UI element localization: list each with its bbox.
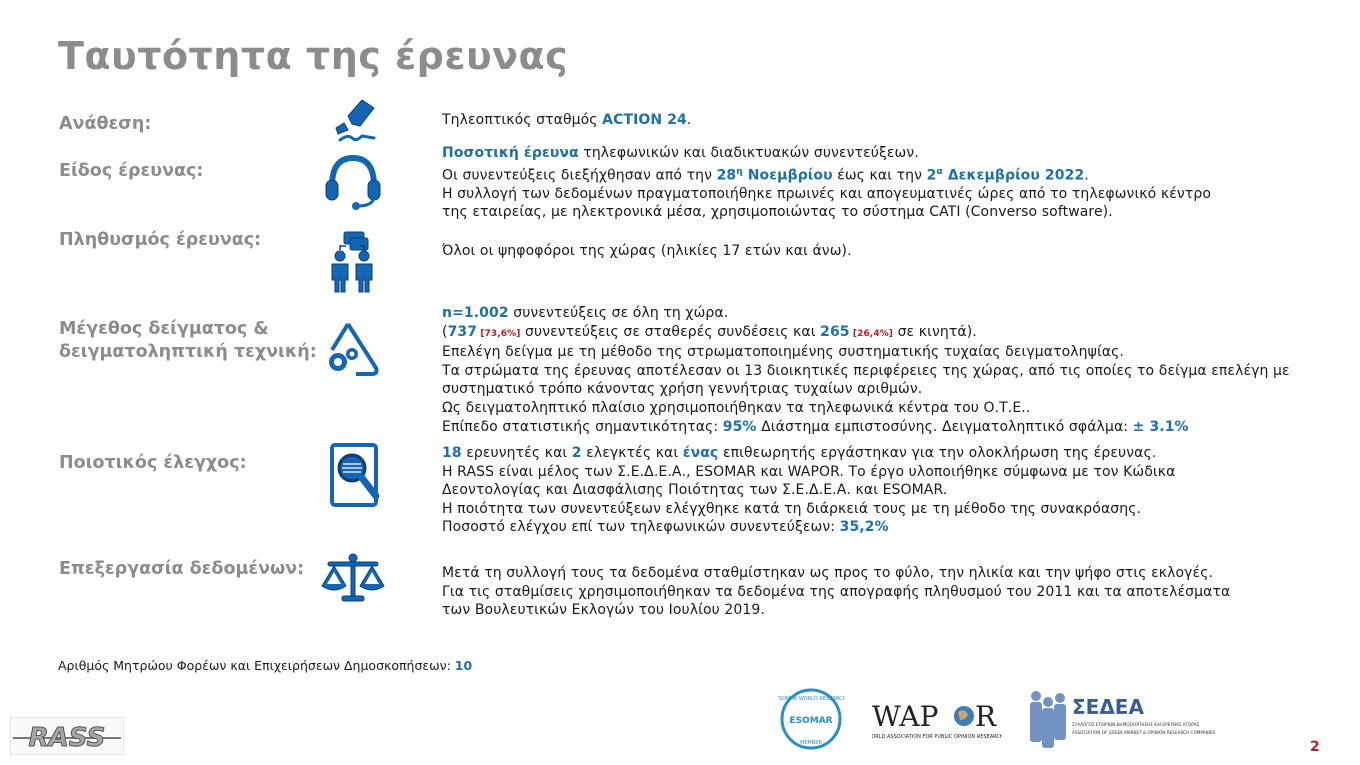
registry-label: Αριθμός Μητρώου Φορέων και Επιχειρήσεων Δημοσκοπήσεων: (58, 658, 455, 673)
text-segment: έως και την (832, 167, 927, 184)
headset-icon (318, 152, 388, 212)
control-percent: 35,2% (839, 519, 889, 536)
text-segment: η (736, 166, 743, 177)
text-line: Μετά τη συλλογή τους τα δεδομένα σταθμίστηκαν ως προς το φύλο, την ηλικία και την ψήφο στις εκλογές. (442, 565, 1214, 581)
text-line: των Βουλευτικών Εκλογών του Ιουλίου 2019. (442, 602, 765, 619)
gears-triangle-icon (318, 318, 388, 378)
text-line: Για τις σταθμίσεις χρησιμοποιήθηκαν τα δεδομένα της απογραφής πληθυσμού του 2011 και τα αποτελέσματα (442, 583, 1231, 600)
page-title: Ταυτότητα της έρευνας (58, 34, 569, 78)
mobile-percent: [26,4%] (849, 328, 894, 339)
esomar-top-text: ESOMAR WORLD RESEARCH (778, 696, 844, 702)
wapor-logo (872, 700, 1002, 742)
text-segment: συνεντεύξεις σε σταθερές συνδέσεις και (520, 323, 821, 340)
text-segment: ερευνητές και (461, 445, 572, 461)
sedea-logo (1026, 688, 1226, 754)
text-segment: Διάστημα εμπιστοσύνης. Δειγματοληπτικό σφάλμα: (756, 418, 1133, 435)
text-line: Τα στρώματα της έρευνας αποτέλεσαν οι 13 διοικητικές περιφέρειες της χώρας, από τις οποίες το δείγμα επελέγη με (442, 362, 1290, 379)
assignment-label: Ανάθεση: (59, 114, 152, 134)
text-segment: συνεντεύξεις σε όλη τη χώρα. (508, 305, 729, 321)
esomar-logo (778, 686, 844, 752)
sample-text (442, 304, 1290, 436)
mobile-count: 265 (820, 323, 850, 340)
wapor-name-a: WAP (872, 700, 939, 733)
sampling-error: ± 3.1% (1132, 418, 1189, 435)
text-line (442, 304, 1290, 323)
survey-type-label: Είδος έρευνας: (59, 161, 204, 181)
rass-logo-text: RASS (28, 723, 106, 753)
text-line (442, 144, 1211, 163)
population-label: Πληθυσμός έρευνας: (59, 230, 262, 250)
text-line: της εταιρείας, με ηλεκτρονικά μέσα, χρησιμοποιώντας το σύστημα CATI (Converso software). (442, 204, 1113, 221)
processing-label: Επεξεργασία δεδομένων: (59, 559, 305, 579)
researchers-count: 18 (442, 445, 462, 461)
text-line: Ως δειγματοληπτικό πλαίσιο χρησιμοποιήθηκαν τα τηλεφωνικά κέντρα του Ο.Τ.Ε.. (442, 399, 1031, 416)
confidence-level: 95% (722, 418, 757, 435)
sedea-name: ΣΕΔΕΑ (1072, 695, 1144, 719)
text-segment: ( (442, 323, 448, 340)
sample-label (59, 318, 317, 364)
people-talking-icon (318, 228, 388, 288)
assignment-text (442, 111, 691, 130)
text-segment: . (686, 112, 692, 128)
text-line: Η RASS είναι μέλος των Σ.Ε.Δ.Ε.Α., ESOMAR και WAPOR. Το έργο υλοποιήθηκε σύμφωνα με τον Κώδικα (442, 463, 1176, 480)
document-magnifier-icon (318, 442, 388, 502)
text-segment: Ποσοστό ελέγχου επί των τηλεφωνικών συνεντεύξεων: (442, 519, 840, 536)
esomar-text: ESOMAR (789, 716, 833, 726)
text-line: Όλοι οι ψηφοφόροι της χώρας (ηλικίες 17 ετών και άνω). (442, 243, 852, 259)
text-segment: Τηλεοπτικός σταθμός (442, 112, 603, 128)
text-line: Δεοντολογίας και Διασφάλισης Ποιότητας των Σ.Ε.Δ.Ε.Α. και ESOMAR. (442, 482, 948, 499)
text-line: Επελέγη δείγμα με τη μέθοδο της στρωματοποιημένης συστηματικής τυχαίας δειγματοληψίας. (442, 344, 1124, 361)
text-line: Η ποιότητα των συνεντεύξεων ελέγχθηκε κατά τη διάρκειά τους με τη μέθοδο της συνακρόασης. (442, 500, 1142, 517)
quality-label: Ποιοτικός έλεγχος: (59, 453, 247, 473)
registry-number (58, 658, 472, 673)
rass-logo (10, 717, 124, 755)
population-text (442, 242, 852, 261)
text-segment: σε κινητά). (893, 323, 977, 340)
text-line: συστηματικό τρόπο κάνοντας χρήση γεννήτριας τυχαίων αριθμών. (442, 381, 923, 398)
text-segment: Ποσοτική έρευνα (442, 145, 579, 161)
text-segment: Οι συνεντεύξεις διεξήχθησαν από την (442, 167, 717, 184)
page-number: 2 (1310, 739, 1320, 755)
text-line: Η συλλογή των δεδομένων πραγματοποιήθηκε πρωινές και απογευματινές ώρες από το τηλεφωνικό κέντρο (442, 185, 1211, 202)
text-line (442, 518, 1175, 537)
controllers-count: 2 (571, 445, 582, 461)
text-line (442, 444, 1175, 463)
wapor-tagline: WORLD ASSOCIATION FOR PUBLIC OPINION RESEARCH (872, 734, 1002, 740)
text-segment: α (936, 166, 943, 177)
quality-text (442, 444, 1175, 537)
wapor-name-b: R (975, 700, 997, 733)
supervisors-count: ένας (682, 445, 719, 461)
landline-count: 737 (447, 323, 478, 340)
sedea-line-2: ASSOCIATION OF GREEK MARKET & OPINION RESEARCH COMPANIES (1072, 730, 1216, 735)
sample-size: n=1.002 (442, 305, 509, 321)
text-segment: τηλεφωνικών και διαδικτυακών συνεντεύξεων. (578, 145, 919, 161)
end-date: 2 (926, 167, 937, 184)
text-line (442, 323, 1290, 344)
text-segment: Επίπεδο στατιστικής σημαντικότητας: (442, 418, 723, 435)
start-date: 28 (716, 167, 737, 184)
text-segment: Δεκεμβρίου 2022 (942, 167, 1085, 184)
sedea-line-1: ΣΥΛΛΟΓΟΣ ΕΤΑΙΡΙΩΝ ΔΗΜΟΣΚΟΠΗΣΗΣ ΚΑΙ ΕΡΕΥΝΑΣ ΑΓΟΡΑΣ (1072, 722, 1200, 727)
text-segment: . (1084, 167, 1089, 184)
text-line (442, 163, 1211, 185)
text-segment: ελεγκτές και (581, 445, 683, 461)
text-segment: Νοεμβρίου (742, 167, 833, 184)
survey-type-text (442, 144, 1211, 222)
esomar-bottom-text: MEMBER (800, 740, 822, 746)
label-line: δειγματοληπτική τεχνική: (59, 342, 317, 362)
text-line (442, 418, 1290, 437)
text-segment: επιθεωρητής εργάστηκαν για την ολοκλήρωση της έρευνας. (718, 445, 1157, 461)
label-line: Μέγεθος δείγματος & (59, 319, 269, 339)
pencil-signature-icon (318, 96, 388, 156)
client-name: ACTION 24 (602, 112, 687, 128)
balance-scale-icon (318, 552, 388, 612)
processing-text (442, 564, 1230, 620)
landline-percent: [73,6%] (477, 328, 521, 339)
registry-value: 10 (454, 658, 473, 673)
